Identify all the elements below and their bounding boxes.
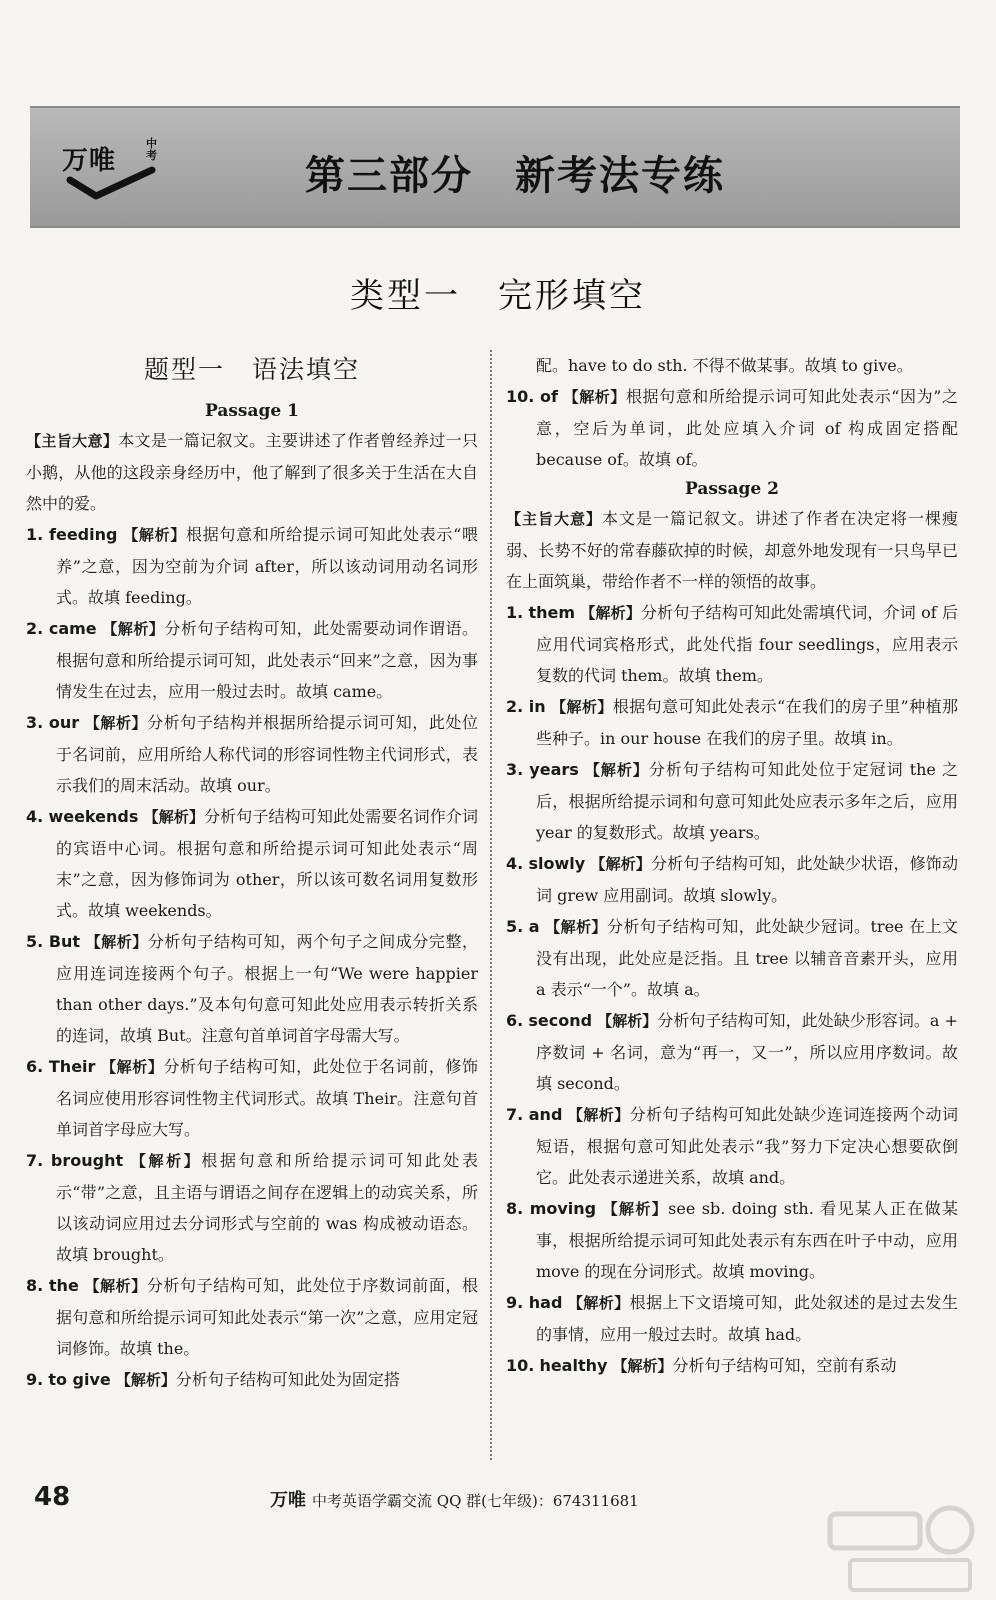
answer-item bbox=[506, 597, 958, 691]
logo-text: 万唯 bbox=[62, 146, 117, 176]
answer-word: them bbox=[528, 603, 576, 622]
answer-item bbox=[506, 848, 958, 911]
answer-item bbox=[26, 1364, 478, 1396]
item-number: 9. bbox=[26, 1370, 44, 1389]
answer-word: years bbox=[529, 760, 579, 779]
item-number: 10. bbox=[506, 1356, 535, 1375]
analysis-text: 分析句子结构可知，此处缺少形容词。a + 序数词 + 名词，意为“再一，又一”，所以应用序数词。故填 second。 bbox=[536, 1011, 958, 1093]
answer-item bbox=[26, 1051, 478, 1145]
logo-badge: 中考 bbox=[146, 137, 157, 162]
analysis-text: 分析句子结构可知此处缺少连词连接两个动词短语，根据句意可知此处表示“我”努力下定决心想要砍倒它。此处表示递进关系，故填 and。 bbox=[536, 1105, 958, 1187]
answer-item bbox=[26, 613, 478, 707]
page-number: 48 bbox=[34, 1482, 71, 1512]
answer-word: our bbox=[48, 713, 80, 732]
analysis-tag: 【解析】 bbox=[563, 388, 626, 406]
item-number: 3. bbox=[506, 760, 524, 779]
analysis-text: see sb. doing sth. 看见某人正在做某事，根据所给提示词可知此处表示有东西在叶子中动，应用 move 的现在分词形式。故填 moving。 bbox=[536, 1199, 958, 1281]
answer-item bbox=[506, 691, 958, 754]
footer-brand: 万唯 bbox=[270, 1490, 306, 1511]
answer-item bbox=[26, 1145, 478, 1270]
item-number: 1. bbox=[506, 603, 524, 622]
analysis-text: 分析句子结构可知，此处需要动词作谓语。根据句意和所给提示词可知，此处表示“回来”之意，因为事情发生在过去，应用一般过去时。故填 came。 bbox=[56, 619, 478, 701]
answer-item bbox=[26, 801, 478, 926]
column-divider bbox=[490, 350, 492, 1460]
type-title: 类型一 完形填空 bbox=[350, 276, 646, 316]
answer-word: But bbox=[48, 932, 81, 951]
analysis-text: 根据上下文语境可知，此处叙述的是过去发生的事情，应用一般过去时。故填 had。 bbox=[536, 1293, 958, 1344]
analysis-tag: 【解析】 bbox=[584, 761, 649, 779]
section-banner bbox=[30, 106, 960, 228]
answer-item bbox=[506, 911, 958, 1005]
analysis-text: 分析句子结构可知，空前有系动 bbox=[672, 1356, 897, 1375]
item-number: 4. bbox=[506, 854, 524, 873]
analysis-text: 根据句意和所给提示词可知此处表示“因为”之意，空后为单词，此处应填入介词 of 构成固定搭配 because of。故填 of。 bbox=[536, 387, 958, 469]
item-number: 5. bbox=[506, 917, 524, 936]
analysis-tag: 【解析】 bbox=[545, 918, 608, 936]
analysis-text: 根据句意可知此处表示“在我们的房子里”种植那些种子。in our house 在我们的房子里。故填 in。 bbox=[536, 697, 958, 748]
answer-word: brought bbox=[50, 1151, 124, 1170]
analysis-text: 分析句子结构可知，此处位于序数词前面，根据句意和所给提示词可知此处表示“第一次”之意，应用定冠词修饰。故填 the。 bbox=[56, 1276, 478, 1358]
answer-list bbox=[506, 597, 958, 1382]
analysis-tag: 【解析】 bbox=[84, 1277, 147, 1295]
answer-word: the bbox=[48, 1276, 79, 1295]
answer-word: moving bbox=[529, 1199, 597, 1218]
answer-item bbox=[506, 1005, 958, 1099]
answer-item bbox=[506, 1287, 958, 1350]
item-number: 6. bbox=[26, 1057, 44, 1076]
item-number: 2. bbox=[506, 697, 524, 716]
item-number: 8. bbox=[26, 1276, 44, 1295]
analysis-text: 分析句子结构可知，此处缺少状语，修饰动词 grew 应用副词。故填 slowly。 bbox=[536, 854, 958, 905]
answer-list bbox=[26, 519, 478, 1396]
answer-item bbox=[506, 1350, 958, 1382]
answer-item bbox=[26, 926, 478, 1051]
analysis-text: 分析句子结构可知此处需填代词，介词 of 后应用代词宾格形式，此处代指 four seedlings，应用表示复数的代词 them。故填 them。 bbox=[536, 603, 958, 685]
answer-item bbox=[26, 519, 478, 613]
summary-text: 本文是一篇记叙文。讲述了作者在决定将一棵瘦弱、长势不好的常春藤砍掉的时候，却意外地发现有一只鸟早已在上面筑巢，带给作者不一样的领悟的故事。 bbox=[506, 509, 958, 591]
analysis-tag: 【解析】 bbox=[84, 714, 148, 732]
analysis-tag: 【解析】 bbox=[602, 1200, 669, 1218]
analysis-tag: 【解析】 bbox=[85, 933, 148, 951]
footer bbox=[270, 1486, 639, 1512]
footer-text: 中考英语学霸交流 QQ 群(七年级)：674311681 bbox=[312, 1492, 639, 1510]
part-title: 第三部分 新考法专练 bbox=[305, 153, 725, 199]
analysis-tag: 【解析】 bbox=[612, 1357, 673, 1375]
answer-word: had bbox=[528, 1293, 563, 1312]
analysis-text: 根据句意和所给提示词可知此处表示“带”之意，且主语与谓语之间存在逻辑上的动宾关系，所以该动词应用过去分词形式与空前的 was 构成被动语态。故填 brought。 bbox=[56, 1151, 478, 1264]
item-number: 9. bbox=[506, 1293, 524, 1312]
analysis-tag: 【解析】 bbox=[590, 855, 652, 873]
analysis-tag: 【解析】 bbox=[102, 620, 165, 638]
analysis-tag: 【解析】 bbox=[130, 1152, 202, 1170]
continuation-text: 配。have to do sth. 不得不做某事。故填 to give。 bbox=[536, 356, 913, 375]
item-number: 10. bbox=[506, 387, 535, 406]
answer-item bbox=[506, 381, 958, 475]
analysis-text: 分析句子结构可知，两个句子之间成分完整，应用连词连接两个句子。根据上一句“We were happier than other days.”及本句句意可知此处应用表示转折关系的连词，故填 But。注意句首单词首字母需大写。 bbox=[56, 932, 478, 1045]
analysis-text: 分析句子结构可知此处位于定冠词 the 之后，根据所给提示词和句意可知此处应表示多年之后，应用 year 的复数形式。故填 years。 bbox=[536, 760, 958, 842]
left-column bbox=[26, 350, 478, 1396]
watermark-icon bbox=[820, 1500, 990, 1600]
answer-word: healthy bbox=[539, 1356, 608, 1375]
analysis-text: 分析句子结构可知此处为固定搭 bbox=[175, 1370, 400, 1389]
analysis-tag: 【解析】 bbox=[567, 1106, 630, 1124]
answer-word: came bbox=[48, 619, 97, 638]
analysis-tag: 【解析】 bbox=[567, 1294, 630, 1312]
passage-title: Passage 1 bbox=[205, 401, 299, 421]
analysis-text: 分析句子结构并根据所给提示词可知，此处位于名词前，应用所给人称代词的形容词性物主代词形式，表示我们的周末活动。故填 our。 bbox=[56, 713, 478, 795]
answer-item bbox=[26, 707, 478, 801]
item-number: 7. bbox=[26, 1151, 44, 1170]
answer-item bbox=[26, 1270, 478, 1364]
answer-list bbox=[506, 381, 958, 475]
answer-item bbox=[506, 1099, 958, 1193]
answer-word: second bbox=[528, 1011, 593, 1030]
analysis-tag: 【解析】 bbox=[101, 1058, 164, 1076]
item-number: 5. bbox=[26, 932, 44, 951]
right-column bbox=[506, 350, 958, 1382]
answer-word: slowly bbox=[528, 854, 586, 873]
analysis-text: 根据句意和所给提示词可知此处表示“喂养”之意，因为空前为介词 after，所以该动词用动名词形式。故填 feeding。 bbox=[56, 525, 478, 607]
summary-tag: 【主旨大意】 bbox=[506, 510, 602, 528]
summary-tag: 【主旨大意】 bbox=[26, 432, 119, 450]
analysis-tag: 【解析】 bbox=[597, 1012, 658, 1030]
answer-word: of bbox=[540, 387, 558, 406]
answer-word: a bbox=[528, 917, 540, 936]
summary-text: 本文是一篇记叙文。主要讲述了作者曾经养过一只小鹅，从他的这段亲身经历中，他了解到了很多关于生活在大自然中的爱。 bbox=[26, 431, 478, 513]
passage-title: Passage 2 bbox=[685, 479, 779, 499]
analysis-tag: 【解析】 bbox=[115, 1371, 176, 1389]
answer-word: feeding bbox=[49, 525, 118, 544]
analysis-tag: 【解析】 bbox=[551, 698, 613, 716]
item-number: 4. bbox=[26, 807, 44, 826]
answer-word: Their bbox=[48, 1057, 96, 1076]
analysis-text: 分析句子结构可知此处需要名词作介词的宾语中心词。根据句意和所给提示词可知此处表示“周末”之意，因为修饰词为 other，所以该可数名词用复数形式。故填 weekends。 bbox=[56, 807, 478, 920]
item-number: 6. bbox=[506, 1011, 524, 1030]
answer-item bbox=[506, 1193, 958, 1287]
summary bbox=[506, 503, 958, 597]
subtitle: 题型一 语法填空 bbox=[143, 355, 360, 384]
analysis-tag: 【解析】 bbox=[580, 604, 641, 622]
item-number: 8. bbox=[506, 1199, 524, 1218]
item-number: 7. bbox=[506, 1105, 524, 1124]
answer-word: in bbox=[528, 697, 546, 716]
item-number: 1. bbox=[26, 525, 44, 544]
answer-word: to give bbox=[48, 1370, 111, 1389]
analysis-text: 分析句子结构可知，此处缺少冠词。tree 在上文没有出现，此处应是泛指。且 tree 以辅音音素开头，应用 a 表示“一个”。故填 a。 bbox=[536, 917, 958, 999]
item-number: 2. bbox=[26, 619, 44, 638]
summary bbox=[26, 425, 478, 519]
answer-item bbox=[506, 754, 958, 848]
answer-word: and bbox=[528, 1105, 563, 1124]
item-number: 3. bbox=[26, 713, 44, 732]
analysis-tag: 【解析】 bbox=[123, 526, 187, 544]
answer-word: weekends bbox=[48, 807, 139, 826]
analysis-text: 分析句子结构可知，此处位于名词前，修饰名词应使用形容词性物主代词形式。故填 Their。注意句首单词首字母应大写。 bbox=[56, 1057, 478, 1139]
analysis-tag: 【解析】 bbox=[143, 808, 205, 826]
